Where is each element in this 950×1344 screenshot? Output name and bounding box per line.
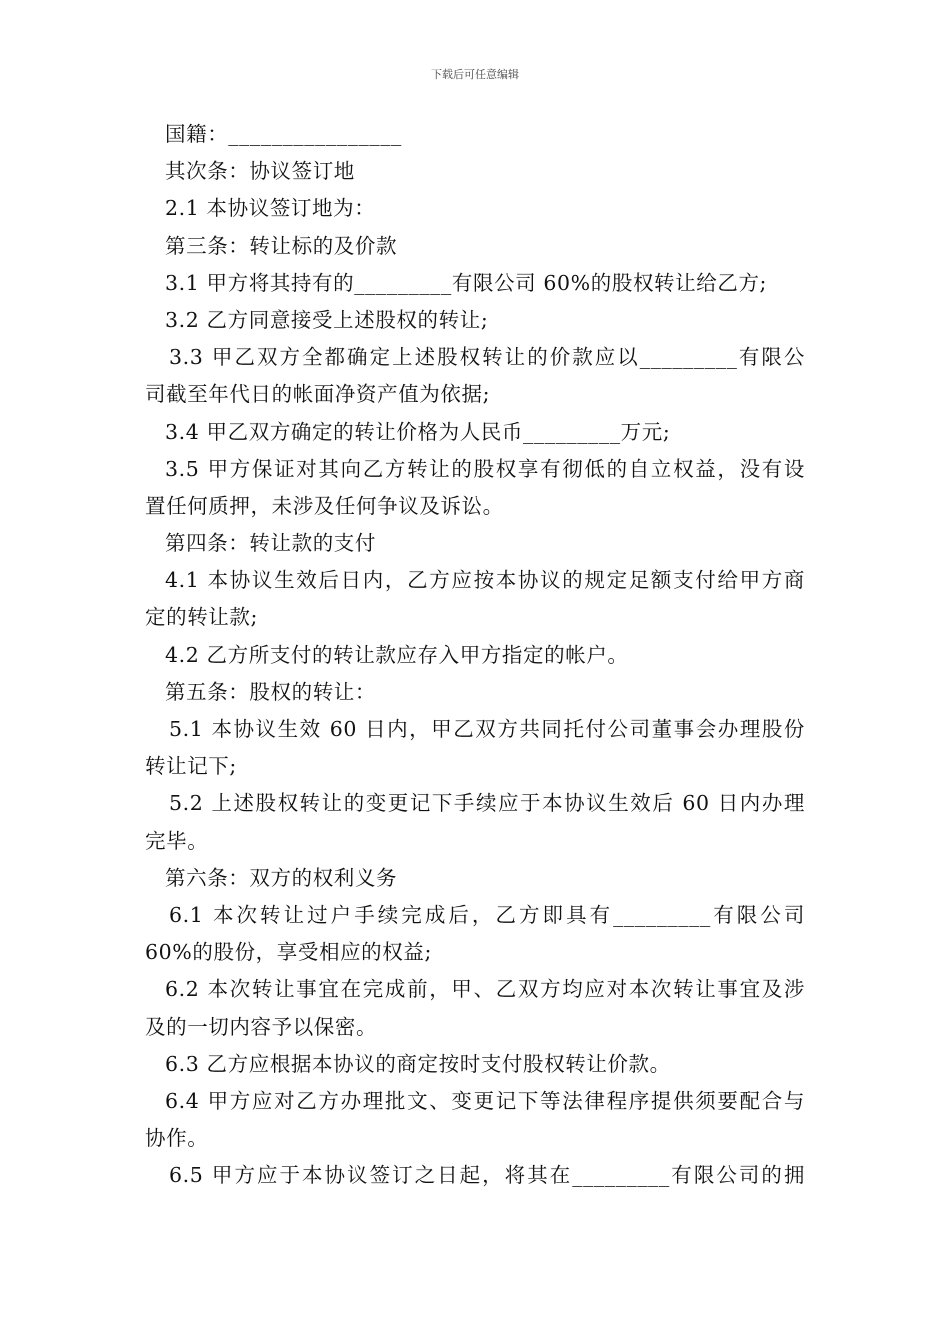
clause-6-1-line-1: 6.1 本次转让过户手续完成后，乙方即具有_________有限公司 bbox=[169, 902, 805, 927]
clause-3-3-line-1: 3.3 甲乙双方全都确定上述股权转让的价款应以_________有限公 bbox=[169, 345, 805, 370]
article-3-heading: 第三条：转让标的及价款 bbox=[165, 233, 398, 258]
article-5-heading: 第五条：股权的转让： bbox=[165, 679, 376, 704]
clause-4-1-line-1: 4.1 本协议生效后日内，乙方应按本协议的规定足额支付给甲方商 bbox=[165, 568, 805, 593]
clause-6-1-line-2: 60%的股份，享受相应的权益; bbox=[145, 940, 432, 965]
clause-3-2: 3.2 乙方同意接受上述股权的转让; bbox=[165, 307, 489, 332]
clause-6-5-line-1: 6.5 甲方应于本协议签订之日起，将其在_________有限公司的拥 bbox=[169, 1163, 805, 1188]
clause-3-1: 3.1 甲方将其持有的_________有限公司 60%的股权转让给乙方; bbox=[165, 270, 768, 295]
clause-2-1: 2.1 本协议签订地为： bbox=[165, 196, 376, 221]
article-2-heading: 其次条：协议签订地 bbox=[165, 159, 355, 184]
nationality-line: 国籍：________________ bbox=[165, 122, 402, 146]
document-body bbox=[145, 116, 805, 1194]
clause-3-4: 3.4 甲乙双方确定的转让价格为人民币_________万元; bbox=[165, 419, 671, 444]
article-6-heading: 第六条：双方的权利义务 bbox=[165, 865, 398, 890]
page-header: 下载后可任意编辑 bbox=[431, 68, 519, 81]
clause-5-1-line-2: 转让记下; bbox=[145, 754, 237, 779]
clause-4-1-line-2: 定的转让款; bbox=[145, 605, 259, 630]
clause-3-5-line-2: 置任何质押，未涉及任何争议及诉讼。 bbox=[145, 493, 504, 518]
clause-3-3-line-2: 司截至年代日的帐面净资产值为依据; bbox=[145, 382, 491, 407]
clause-6-4-line-2: 协作。 bbox=[145, 1126, 209, 1151]
clause-4-2: 4.2 乙方所支付的转让款应存入甲方指定的帐户。 bbox=[165, 642, 629, 667]
clause-5-2-line-1: 5.2 上述股权转让的变更记下手续应于本协议生效后 60 日内办理 bbox=[169, 791, 805, 816]
article-4-heading: 第四条：转让款的支付 bbox=[165, 531, 376, 556]
clause-5-1-line-1: 5.1 本协议生效 60 日内，甲乙双方共同托付公司董事会办理股份 bbox=[169, 717, 805, 741]
clause-6-2-line-1: 6.2 本次转让事宜在完成前，甲、乙双方均应对本次转让事宜及涉 bbox=[165, 977, 805, 1002]
clause-6-3: 6.3 乙方应根据本协议的商定按时支付股权转让价款。 bbox=[165, 1051, 671, 1076]
clause-3-5-line-1: 3.5 甲方保证对其向乙方转让的股权享有彻低的自立权益，没有设 bbox=[165, 456, 805, 481]
clause-5-2-line-2: 完毕。 bbox=[145, 828, 209, 853]
clause-6-4-line-1: 6.4 甲方应对乙方办理批文、变更记下等法律程序提供须要配合与 bbox=[165, 1088, 805, 1113]
clause-6-2-line-2: 及的一切内容予以保密。 bbox=[145, 1014, 378, 1039]
